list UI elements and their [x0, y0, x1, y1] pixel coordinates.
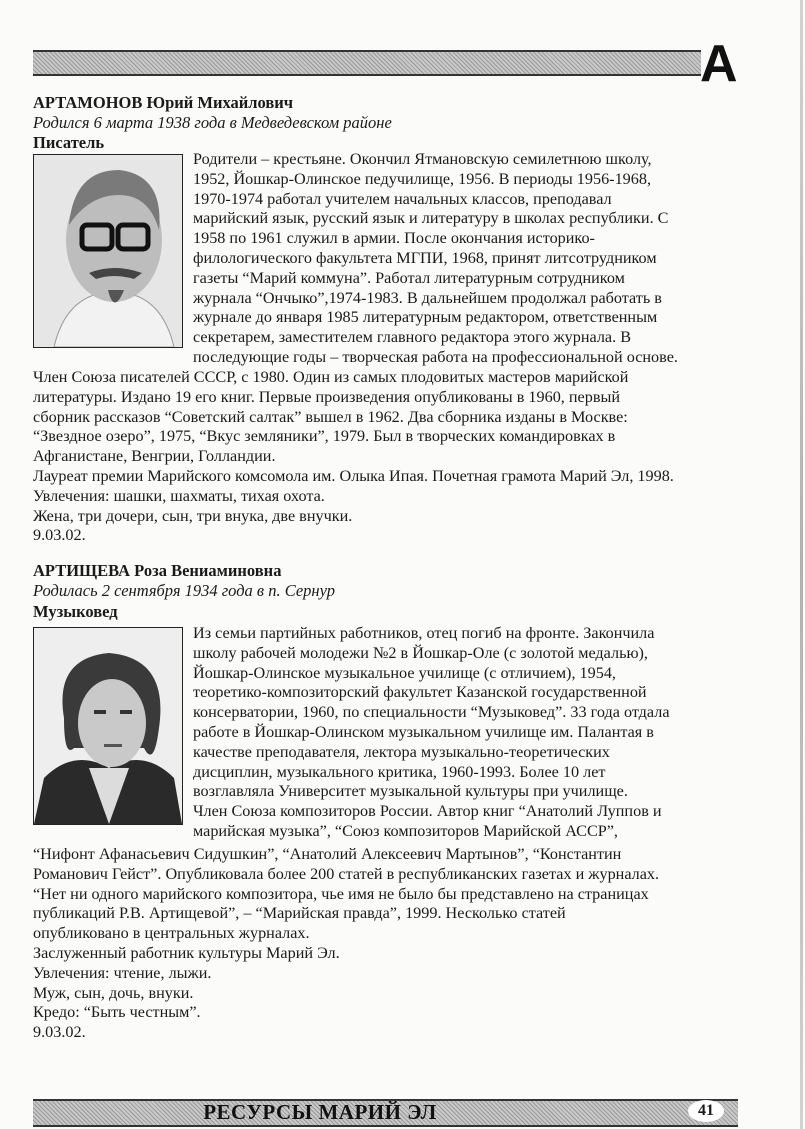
text-line: сборник рассказов “Советский салтак” вышел в 1962. Два сборника изданы в Москве: [33, 407, 628, 426]
text-line: консерватории, 1960, по специальности “Музыковед”. 33 года отдала [193, 703, 670, 722]
text-line: Увлечения: шашки, шахматы, тихая охота. [33, 486, 325, 505]
text-line: Афганистане, Венгрии, Голландии. [33, 447, 276, 466]
text-line: марийская музыка”, “Союз композиторов Марийской АССР”, [193, 821, 618, 840]
text-line: “Звездное озеро”, 1975, “Вкус земляники”, 1979. Был в творческих командировках в [33, 427, 616, 446]
bio-text-beside-photo [193, 624, 670, 842]
text-line: Увлечения: чтение, лыжи. [33, 963, 212, 982]
entry-profession: Музыковед [33, 602, 118, 621]
entry-name: АРТИЩЕВА Роза Вениаминовна [33, 561, 282, 580]
text-line: Муж, сын, дочь, внуки. [33, 983, 194, 1002]
text-line: качестве преподавателя, лектора музыкально-теоретических [193, 742, 610, 761]
text-line: возглавляла Университет музыкальной культуры при училище. [193, 782, 628, 801]
footer-title: РЕСУРСЫ МАРИЙ ЭЛ [203, 1100, 437, 1124]
entry-name: АРТАМОНОВ Юрий Михайлович [33, 93, 294, 112]
bio-text [33, 845, 659, 1043]
text-line: 1958 по 1961 служил в армии. После окончания историко- [193, 229, 595, 248]
text-line: марийский язык, русский язык и литературу в школах республики. С [193, 209, 669, 228]
text-line: школу рабочей молодежи №2 в Йошкар-Оле (с золотой медалью), [193, 643, 648, 662]
text-line: журнала “Ончыко”,1974-1983. В дальнейшем продолжал работать в [193, 288, 662, 307]
text-line: литературы. Издано 19 его книг. Первые произведения опубликованы в 1960, первый [33, 387, 620, 406]
text-line: опубликовано в центральных журналах. [33, 924, 310, 943]
text-line: журнале до января 1985 литературным редактором, ответственным [193, 308, 658, 327]
header-bar [33, 50, 701, 76]
text-line: Из семьи партийных работников, отец погиб на фронте. Закончила [193, 624, 655, 642]
text-line: Член Союза писателей СССР, с 1980. Один из самых плодовитых мастеров марийской [33, 368, 629, 386]
portrait-photo [33, 154, 183, 348]
text-line: газеты “Марий коммуна”. Работал литературным сотрудником [193, 268, 625, 287]
text-line: Родители – крестьяне. Окончил Ятмановскую семилетнюю школу, [193, 150, 652, 168]
text-line: 1970-1974 работал учителем начальных классов, преподавал [193, 189, 612, 208]
text-line: Романович Гейст”. Опубликовала более 200 статей в республиканских газетах и журналах. [33, 864, 660, 883]
text-line: “Нифонт Афанасьевич Сидушкин”, “Анатолий Алексеевич Мартынов”, “Константин [33, 845, 622, 863]
text-line: Заслуженный работник культуры Марий Эл. [33, 943, 340, 962]
text-line: 9.03.02. [33, 526, 86, 545]
text-line: дисциплин, музыкального критика, 1960-1993. Более 10 лет [193, 762, 606, 781]
text-line: теоретико-композиторский факультет Казанской государственной [193, 683, 647, 702]
entry-profession: Писатель [33, 133, 105, 152]
text-line: Жена, три дочери, сын, три внука, две внучки. [33, 506, 353, 525]
text-line: “Нет ни одного марийского композитора, чье имя не было бы представлено на страницах [33, 884, 649, 903]
text-line: 9.03.02. [33, 1023, 86, 1042]
entry-birth: Родилась 2 сентября 1934 года в п. Сернур [33, 581, 335, 600]
entry-birth: Родился 6 марта 1938 года в Медведевском районе [33, 113, 392, 132]
text-line: публикаций Р.В. Артищевой”, – “Марийская правда”, 1999. Несколько статей [33, 904, 566, 923]
text-line: Кредо: “Быть честным”. [33, 1003, 201, 1022]
page-number: 41 [688, 1100, 724, 1122]
bio-text-beside-photo [193, 150, 678, 368]
text-line: Лауреат премии Марийского комсомола им. Олыка Ипая. Почетная грамота Марий Эл, 1998. [33, 466, 674, 485]
text-line: Член Союза композиторов России. Автор книг “Анатолий Луппов и [193, 802, 662, 821]
scan-edge [800, 0, 803, 1129]
text-line: последующие годы – творческая работа на профессиональной основе. [193, 347, 678, 366]
portrait-photo [33, 627, 183, 825]
text-line: 1952, Йошкар-Олинское педучилище, 1956. В периоды 1956-1968, [193, 169, 651, 188]
text-line: Йошкар-Олинское музыкальное училище (с отличием), 1954, [193, 663, 616, 682]
section-letter: А [700, 35, 738, 93]
text-line: филологического факультета МГПИ, 1968, принят литсотрудником [193, 248, 657, 267]
bio-text [33, 368, 674, 546]
text-line: секретарем, заместителем главного редактора этого журнала. В [193, 328, 631, 347]
text-line: работе в Йошкар-Олинском музыкальном училище им. Палантая в [193, 722, 654, 741]
